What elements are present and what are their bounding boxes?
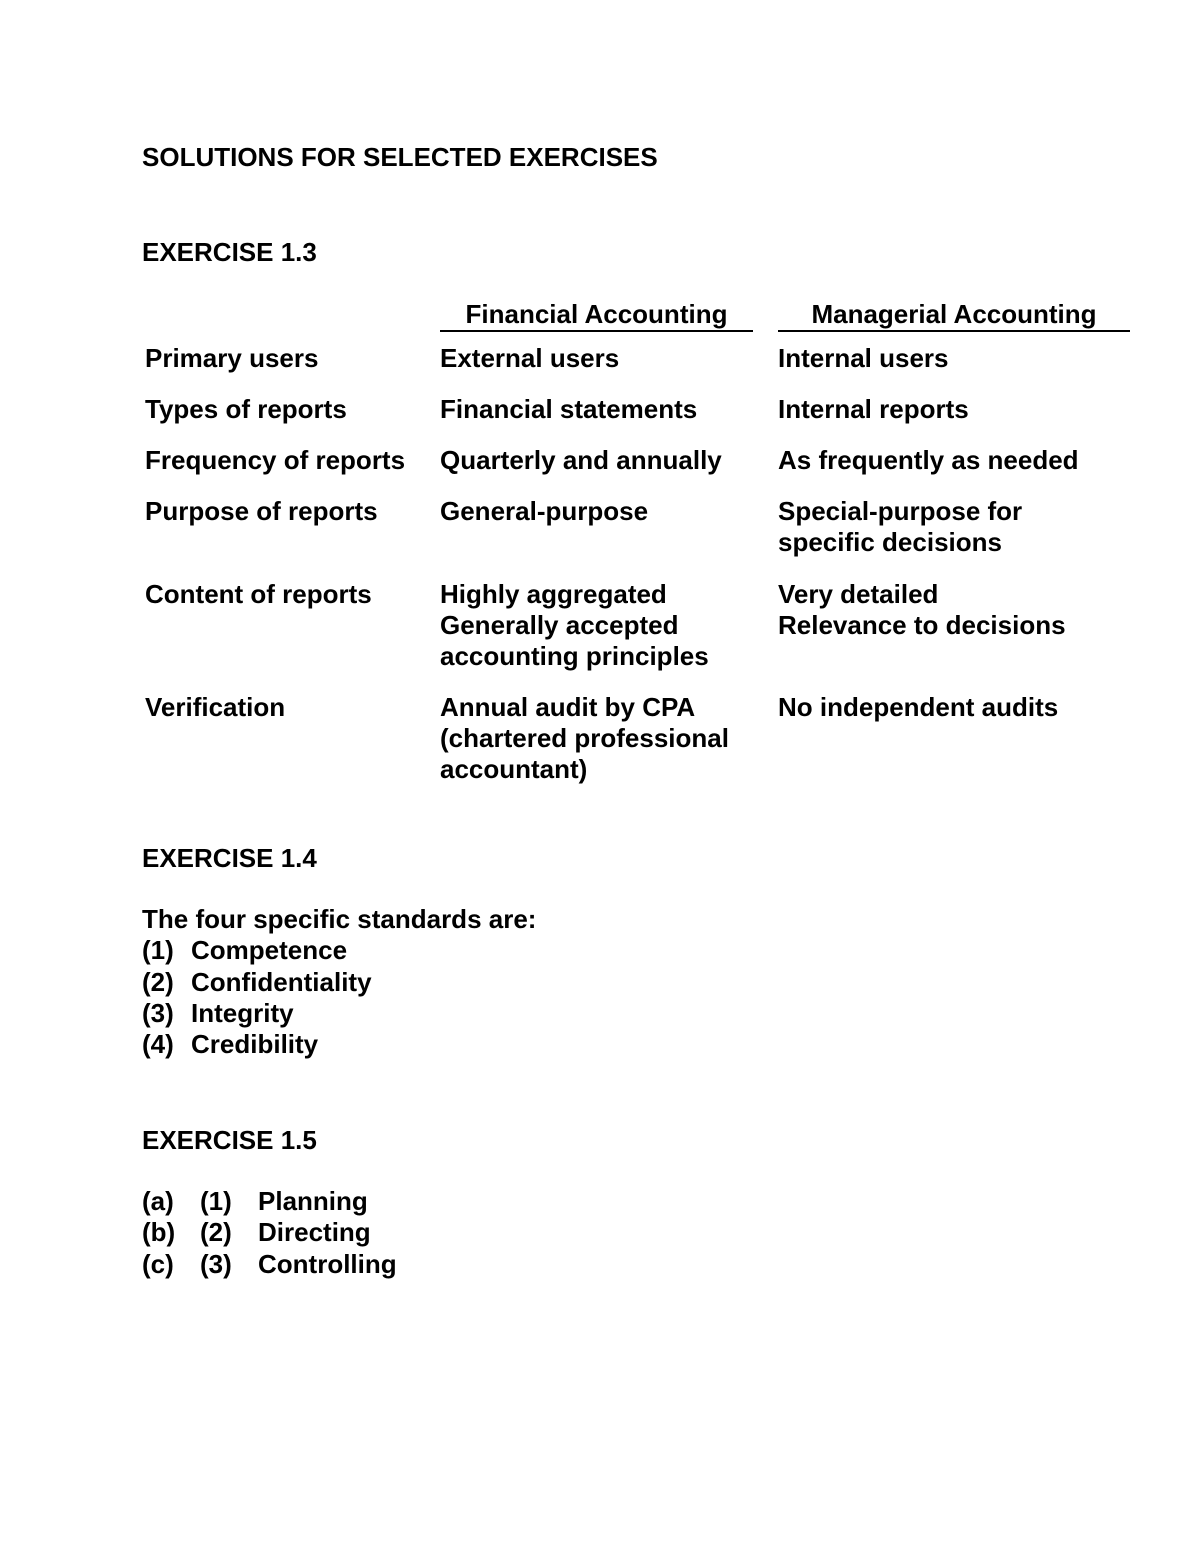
column-header-managerial: Managerial Accounting <box>778 298 1130 332</box>
list-item-number: (3) <box>200 1249 232 1279</box>
managerial-cell: Special-purpose for specific decisions <box>778 496 1023 557</box>
list-item: Directing <box>258 1217 371 1247</box>
financial-cell: Quarterly and annually <box>440 445 722 475</box>
list-item-letter: (a) <box>142 1186 174 1216</box>
list-item: Competence <box>191 935 348 965</box>
list-item: Integrity <box>191 998 294 1028</box>
list-item-number: (3) <box>142 998 174 1028</box>
list-item: Planning <box>258 1186 368 1216</box>
exercise-1-4-heading: EXERCISE 1.4 <box>142 843 317 873</box>
list-item: Controlling <box>258 1249 397 1279</box>
list-item-number: (4) <box>142 1029 174 1059</box>
standards-intro: The four specific standards are: <box>142 904 537 934</box>
financial-cell: Highly aggregated Generally accepted accounting principles <box>440 579 709 671</box>
list-item-number: (2) <box>142 967 174 997</box>
list-item: Confidentiality <box>191 967 372 997</box>
page-title: SOLUTIONS FOR SELECTED EXERCISES <box>142 142 658 172</box>
financial-cell: Financial statements <box>440 394 698 424</box>
row-label: Types of reports <box>145 394 347 424</box>
row-label: Frequency of reports <box>145 445 406 475</box>
list-item-letter: (c) <box>142 1249 174 1279</box>
managerial-cell: Very detailed Relevance to decisions <box>778 579 1066 640</box>
managerial-cell: Internal reports <box>778 394 969 424</box>
row-label: Purpose of reports <box>145 496 378 526</box>
list-item: Credibility <box>191 1029 319 1059</box>
managerial-cell: As frequently as needed <box>778 445 1079 475</box>
list-item-number: (1) <box>142 935 174 965</box>
exercise-1-5-heading: EXERCISE 1.5 <box>142 1125 317 1155</box>
exercise-1-3-heading: EXERCISE 1.3 <box>142 237 317 267</box>
financial-cell: External users <box>440 343 620 373</box>
column-header-financial: Financial Accounting <box>440 298 753 332</box>
managerial-cell: Internal users <box>778 343 949 373</box>
list-item-number: (2) <box>200 1217 232 1247</box>
financial-cell: General-purpose <box>440 496 649 526</box>
row-label: Verification <box>145 692 286 722</box>
list-item-letter: (b) <box>142 1217 176 1247</box>
financial-cell: Annual audit by CPA (chartered professional accountant) <box>440 692 729 784</box>
managerial-cell: No independent audits <box>778 692 1059 722</box>
list-item-number: (1) <box>200 1186 232 1216</box>
row-label: Primary users <box>145 343 319 373</box>
row-label: Content of reports <box>145 579 372 609</box>
